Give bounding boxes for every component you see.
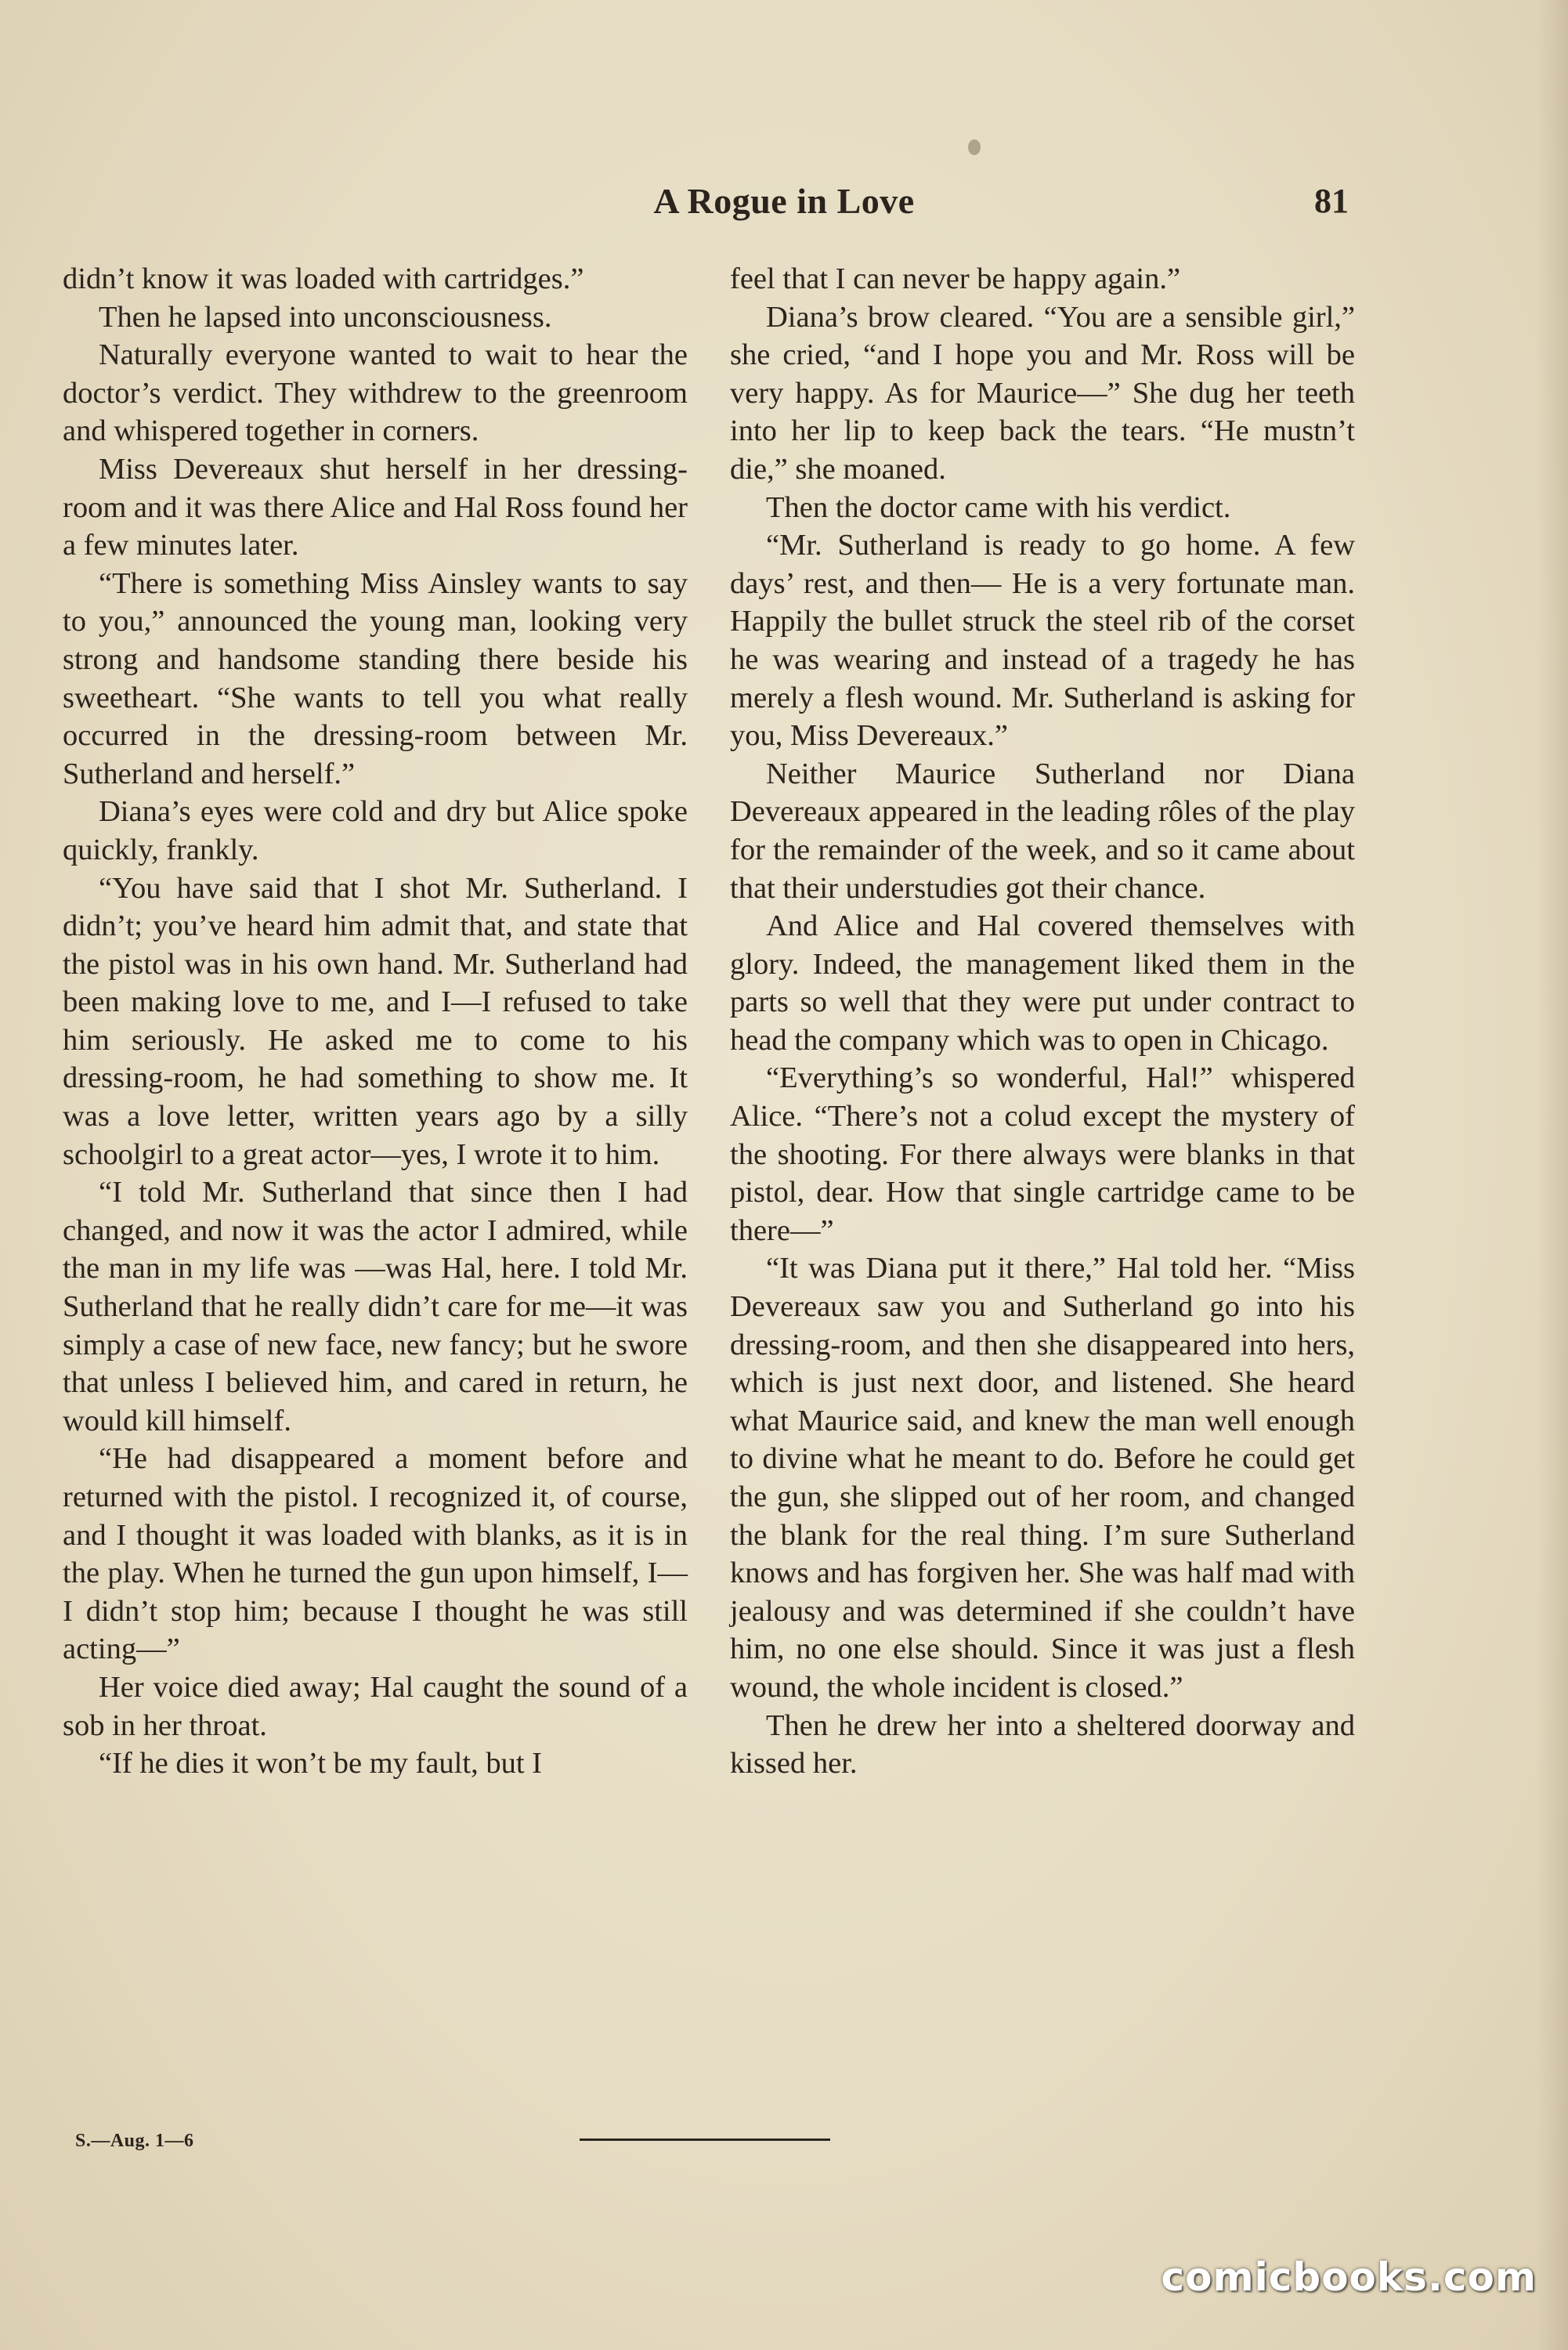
paragraph: “I told Mr. Sutherland that since then I had changed, and now it was the actor I admired, while the man in my life was —was Hal, here. I told Mr. Sutherland that he really didn’t care for me—it was simply a case of new face, new fancy; but he swore that unless I believed him, and cared in return, he would kill himself. [63,1176,688,1437]
paragraph: Naturally everyone wanted to wait to hear the doctor’s verdict. They withdrew to the greenroom and whispered together in corners. [63,338,688,448]
paragraph: feel that I can never be happy again.” [730,262,1181,295]
paragraph: Her voice died away; Hal caught the sound of a sob in her throat. [63,1670,688,1742]
footer-rule [580,2138,830,2141]
paragraph: “You have said that I shot Mr. Sutherland. I didn’t; you’ve heard him admit that, and state that the pistol was in his own hand. Mr. Sutherland had been making love to me, and I—I refused to take him seriously. He asked me to come to his dressing-room, he had something to show me. It was a love letter, written years ago by a silly schoolgirl to a great actor—yes, I wrote it to him. [63,871,688,1171]
paragraph: “It was Diana put it there,” Hal told her. “Miss Devereaux saw you and Sutherland go into his dressing-room, and then she disappeared into hers, which is just next door, and listened. She heard what Maurice said, and knew the man well enough to divine what he meant to do. Before he could get the gun, she slipped out of her room, and changed the blank for the real thing. I’m sure Sutherland knows and has forgiven her. She was half mad with jealousy and was determined if she couldn’t have him, no one else should. Since it was just a flesh wound, the whole incident is closed.” [730,1252,1355,1704]
paragraph: didn’t know it was loaded with cartridges.” [63,262,584,295]
paragraph: And Alice and Hal covered themselves with glory. Indeed, the management liked them in the parts so well that they were put under contract to head the company which was to open in Chicago. [730,909,1355,1057]
right-column [730,260,1355,1783]
paragraph: Then he lapsed into unconsciousness. [99,300,552,334]
page-number: 81 [1314,182,1349,220]
paragraph: “He had disappeared a moment before and returned with the pistol. I recognized it, of course, and I thought it was loaded with blanks, as it is in the play. When he turned the gun upon himself, I—I didn’t stop him; because I thought he was still acting—” [63,1442,688,1666]
paragraph: “Mr. Sutherland is ready to go home. A few days’ rest, and then— He is a very fortunate man. Happily the bullet struck the steel rib of the corset he was wearing and instead of a tragedy he has merely a flesh wound. Mr. Sutherland is asking for you, Miss Devereaux.” [730,529,1355,753]
left-column [63,260,688,1783]
paragraph: “If he dies it won’t be my fault, but I [99,1747,542,1781]
paragraph: Diana’s eyes were cold and dry but Alice spoke quickly, frankly. [63,795,688,866]
site-watermark: comicbooks.com [1161,2254,1537,2300]
page-header [0,174,1568,229]
paragraph: “Everything’s so wonderful, Hal!” whispered Alice. “There’s not a colud except the mystery of the shooting. For there always were blanks in that pistol, dear. How that single cartridge came to be there—” [730,1061,1355,1247]
page-edge-shadow [1537,0,1568,2350]
ink-blot [968,139,981,155]
signature-code: S.—Aug. 1—6 [75,2131,194,2151]
paragraph: Then he drew her into a sheltered doorway and kissed her. [730,1708,1355,1781]
paragraph: Miss Devereaux shut herself in her dressing-room and it was there Alice and Hal Ross found her a few minutes later. [63,452,688,562]
paragraph: Diana’s brow cleared. “You are a sensible girl,” she cried, “and I hope you and Mr. Ross will be very happy. As for Maurice—” She dug her teeth into her lip to keep back the tears. “He mustn’t die,” she moaned. [730,300,1355,486]
paragraph: “There is something Miss Ainsley wants to say to you,” announced the young man, looking very strong and handsome standing there beside his sweetheart. “She wants to tell you what really occurred in the dressing-room between Mr. Sutherland and herself.” [63,566,688,790]
paragraph: Neither Maurice Sutherland nor Diana Devereaux appeared in the leading rôles of the play for the remainder of the week, and so it came about that their understudies got their chance. [730,757,1355,905]
running-title: A Rogue in Love [653,181,915,221]
paragraph: Then the doctor came with his verdict. [766,490,1231,524]
